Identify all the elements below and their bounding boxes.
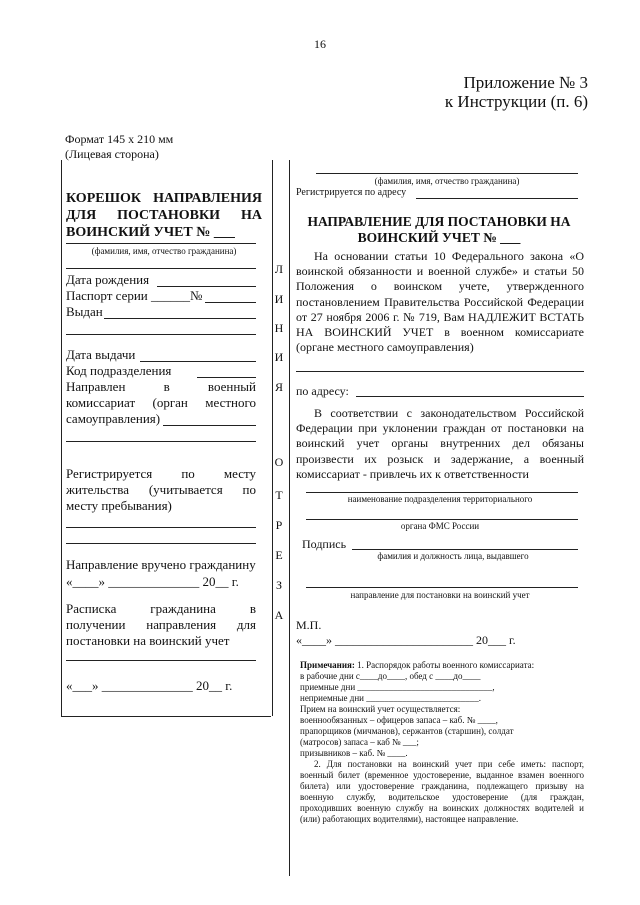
stub-title-line3: ВОИНСКИЙ УЧЕТ № ___ — [66, 225, 235, 240]
notes-line: призывников – каб. № ____. — [300, 748, 408, 758]
issued-line2 — [66, 334, 256, 335]
address-label: по адресу: — [296, 384, 349, 398]
commissariat-line — [296, 371, 584, 372]
passport-line — [205, 302, 256, 303]
notes-line: Прием на воинский учет осуществляется: — [300, 704, 461, 714]
dept-line — [306, 492, 578, 493]
registered-text: Регистрируется по месту жительства (учитывается по месту пребывания) — [66, 466, 256, 513]
address-line — [356, 396, 584, 397]
citizen-name-line — [316, 173, 578, 174]
format-line2: (Лицевая сторона) — [65, 147, 159, 161]
direction-title — [294, 214, 584, 246]
notes-line: приемные дни ______________________________, — [300, 682, 495, 692]
cut-letter: Т — [275, 488, 283, 502]
appendix-heading — [445, 73, 588, 111]
issued-label: Выдан — [66, 304, 103, 319]
passport-label: Паспорт серии ______№ — [66, 288, 203, 303]
notes-title: Примечания: — [300, 660, 355, 670]
format-note — [65, 132, 173, 162]
cut-letter: И — [274, 350, 284, 364]
stub-title — [66, 190, 262, 241]
cut-letter: З — [275, 578, 282, 592]
stub-name-line — [66, 243, 256, 244]
stub-title-line2: ДЛЯ ПОСТАНОВКИ НА — [66, 208, 262, 223]
appendix-line2: к Инструкции (п. 6) — [444, 92, 588, 111]
cut-letter: А — [274, 608, 284, 622]
notes-line: (матросов) запаса – каб № ___; — [300, 737, 419, 747]
issue-date: «____» _______________________ 20___ г. — [296, 633, 516, 647]
cut-letter: И — [274, 292, 284, 306]
issued-line — [104, 318, 256, 319]
receipt-text: Расписка гражданина в получении направления для постановки на воинский учет — [66, 601, 256, 648]
cut-letter: Я — [274, 380, 283, 394]
issue-date-label: Дата выдачи — [66, 347, 136, 362]
receipt-date: «___» ______________ 20__ г. — [66, 678, 233, 693]
notes-line: в рабочие дни с____до____, обед с ____до____ — [300, 671, 481, 681]
stub-line — [66, 268, 256, 269]
notes-n1: 1. Распорядок работы военного комиссариата: — [357, 660, 535, 670]
cut-letter: Н — [274, 321, 284, 335]
birth-label: Дата рождения — [66, 272, 150, 287]
registered-at-line — [416, 198, 578, 199]
registered-at-label: Регистрируется по адресу — [296, 187, 407, 198]
sent-to-text: Направлен в военный комиссариат (орган местного самоуправления) — [66, 379, 256, 426]
signature-line2 — [306, 587, 578, 588]
notes-block — [300, 660, 584, 825]
dept-code-label: Код подразделения — [66, 363, 172, 378]
signature-line — [352, 549, 578, 550]
handed-date: «____» ______________ 20__ г. — [66, 574, 239, 589]
signature-label: Подпись — [302, 537, 347, 551]
dept-code-line — [197, 377, 256, 378]
notes-n2: 2. Для постановки на воинский учет при себе иметь: паспорт, военный билет (временное удостоверение, выданное взамен военного билета) или удостоверение гражданина, подлежащего призыву на военную службу, водительское удостоверение (для граждан, проходивших военную службу на воинских должностях водителей и (или) работающих водителями), настоящее направление. — [300, 759, 584, 824]
stub-name-caption: (фамилия, имя, отчество гражданина) — [91, 246, 237, 256]
notes-line: прапорщиков (мичманов), сержантов (старшин), солдат — [300, 726, 514, 736]
dept-line2 — [306, 519, 578, 520]
sent-to-line — [163, 425, 256, 426]
dept-caption2: органа ФМС России — [400, 521, 480, 531]
notes-line: военнообязанных – офицеров запаса – каб. № ____, — [300, 715, 498, 725]
citizen-name-caption: (фамилия, имя, отчество гражданина) — [374, 176, 520, 186]
registered-line2 — [66, 543, 256, 544]
cut-line — [289, 160, 290, 876]
direction-title-line1: НАПРАВЛЕНИЕ ДЛЯ ПОСТАНОВКИ НА — [307, 214, 571, 229]
stub-bottom-border — [61, 716, 271, 717]
appendix-line1: Приложение № 3 — [463, 73, 588, 92]
birth-line — [157, 286, 256, 287]
signature-caption: фамилия и должность лица, выдавшего — [377, 551, 529, 561]
receipt-line — [66, 660, 256, 661]
registered-line — [66, 527, 256, 528]
cut-letter: О — [274, 455, 284, 469]
stub-title-line1: КОРЕШОК НАПРАВЛЕНИЯ — [66, 191, 262, 206]
legal-basis-text: На основании статьи 10 Федерального закона «О воинской обязанности и военной службе» и статьи 50 Положения о воинском учете, утвержденного постановлением Правительства Российской Федерации от 27 ноября 2006 г. № 719, Вам НАДЛЕЖИТ ВСТАТЬ НА ВОИНСКИЙ УЧЕТ в военном комиссариате (органе местного самоуправления) — [296, 249, 584, 355]
notes-first-line — [300, 660, 584, 671]
dept-caption1: наименование подразделения территориального — [347, 494, 533, 504]
direction-title-line2: ВОИНСКИЙ УЧЕТ № ___ — [357, 230, 521, 245]
signature-caption2: направление для постановки на воинский учет — [350, 590, 530, 600]
cut-letter: Е — [275, 548, 283, 562]
issue-date-line — [140, 361, 256, 362]
cut-letter: Р — [275, 518, 283, 532]
cut-letter: Л — [274, 262, 284, 276]
notes-line: неприемные дни _________________________. — [300, 693, 481, 703]
page-number: 16 — [314, 37, 326, 51]
liability-text: В соответствии с законодательством Российской Федерации при уклонении граждан от постановки на воинский учет органы внутренних дел обязаны произвести их розыск и задержание, а военный комиссариат - привлечь их к ответственности — [296, 406, 584, 481]
sent-to-line2 — [66, 441, 256, 442]
format-line1: Формат 145 х 210 мм — [65, 132, 174, 146]
stamp-label: М.П. — [296, 618, 322, 632]
handed-label: Направление вручено гражданину — [66, 557, 256, 572]
